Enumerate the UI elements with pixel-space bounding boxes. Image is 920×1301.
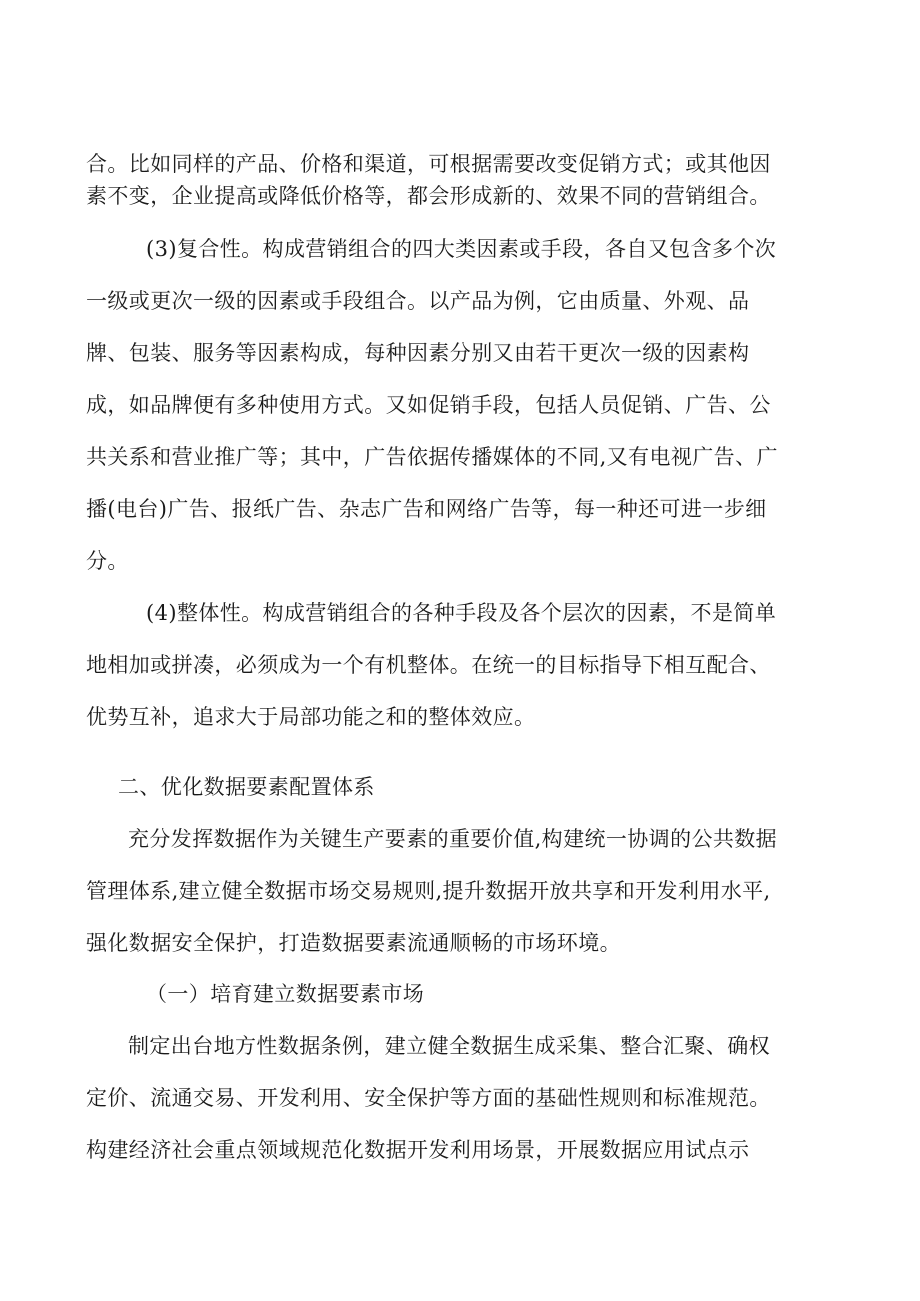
text-line: 播(电台)广告、报纸广告、杂志广告和网络广告等，每一种还可进一步细 [86,497,767,521]
paragraph-start: 制定出台地方性数据条例，建立健全数据生成采集、整合汇聚、确权 [128,1034,770,1058]
text-line: 强化数据安全保护，打造数据要素流通顺畅的市场环境。 [86,931,621,955]
paragraph-4-start: (4)整体性。构成营销组合的各种手段及各个层次的因素，不是简单 [146,601,777,625]
text-line: 素不变，企业提高或降低价格等，都会形成新的、效果不同的营销组合。 [86,184,771,208]
text-line: 地相加或拼凑，必须成为一个有机整体。在统一的目标指导下相互配合、 [86,653,771,677]
text-line: 牌、包装、服务等因素构成，每种因素分别又由若干更次一级的因素构 [86,341,750,365]
text-line: 一级或更次一级的因素或手段组合。以产品为例，它由质量、外观、品 [86,289,750,313]
text-line: 管理体系,建立健全数据市场交易规则,提升数据开放共享和开发利用水平, [86,879,771,903]
text-line: 成，如品牌便有多种使用方式。又如促销手段，包括人员促销、广告、公 [86,393,771,417]
text-line: 定价、流通交易、开发利用、安全保护等方面的基础性规则和标准规范。 [86,1086,771,1110]
text-line: 优势互补，追求大于局部功能之和的整体效应。 [86,705,536,729]
text-line: 分。 [86,549,129,573]
paragraph-start: 充分发挥数据作为关键生产要素的重要价值,构建统一协调的公共数据 [128,827,778,851]
text-line: 共关系和营业推广等；其中，广告依据传播媒体的不同,又有电视广告、广 [86,445,778,469]
paragraph-3-start: (3)复合性。构成营销组合的四大类因素或手段，各自又包含多个次 [146,237,777,261]
text-line: 合。比如同样的产品、价格和渠道，可根据需要改变促销方式；或其他因 [86,152,771,176]
subsection-heading: （一）培育建立数据要素市场 [146,982,425,1006]
section-heading: 二、优化数据要素配置体系 [118,775,375,799]
text-line: 构建经济社会重点领域规范化数据开发利用场景，开展数据应用试点示 [86,1138,750,1162]
